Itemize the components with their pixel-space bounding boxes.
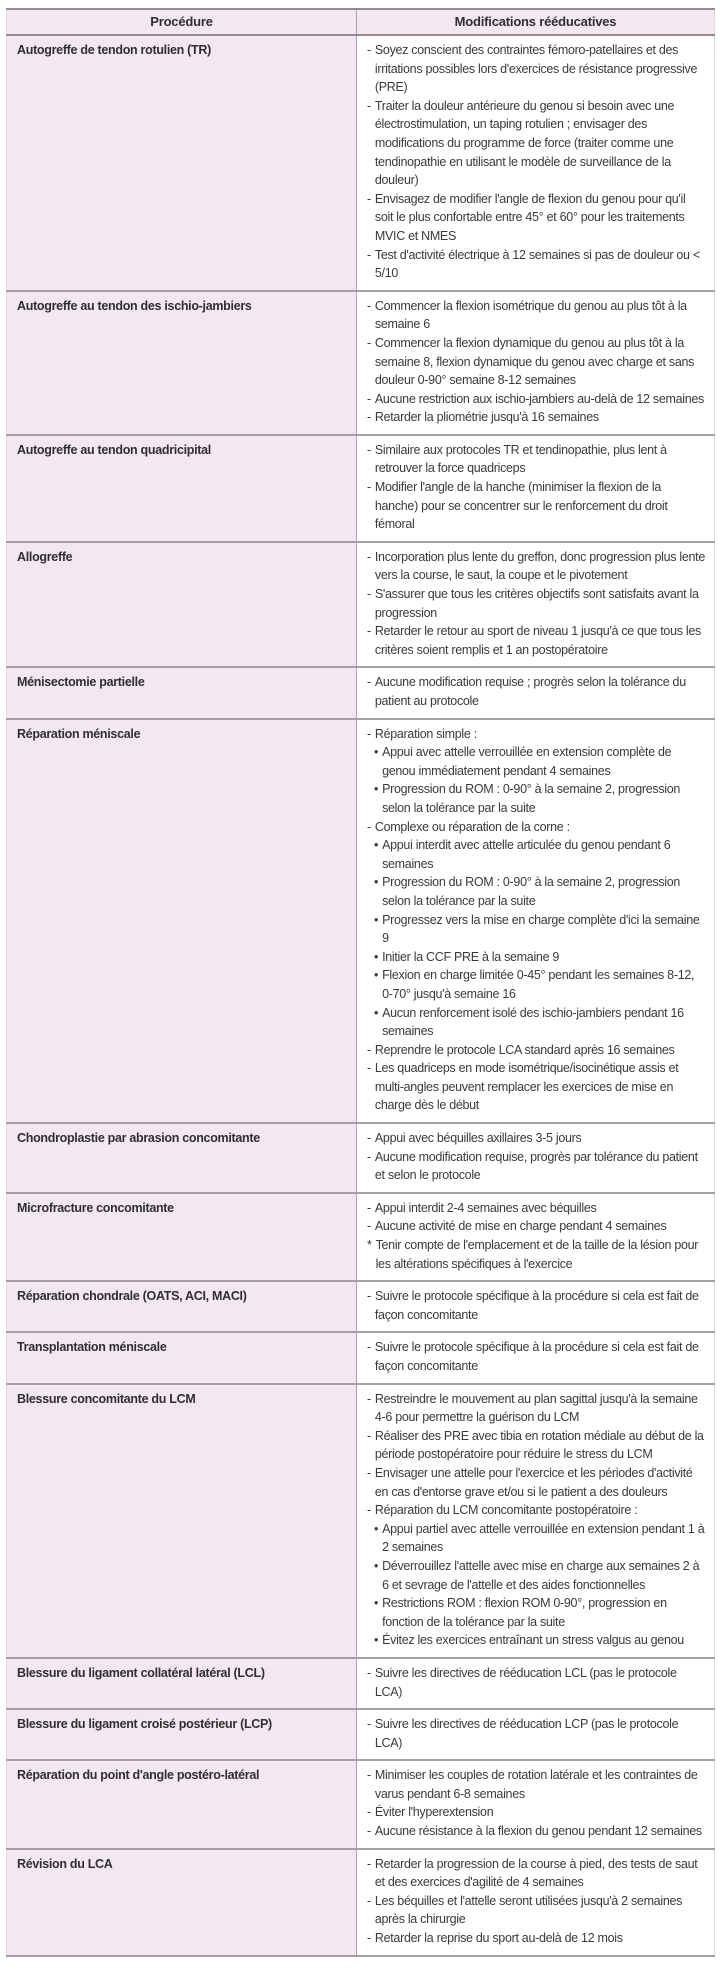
table-row <box>7 435 715 542</box>
modification-text: Retarder la progression de la course à pied, des tests de saut et des exercices d'agilité de 4 semaines <box>374 1856 698 1890</box>
bullet-marker: - <box>367 1893 371 1908</box>
modification-item <box>367 743 706 780</box>
modification-item <box>367 1631 706 1650</box>
bullet-marker: - <box>367 1768 371 1783</box>
modification-text: Aucune modification requise ; progrès selon la tolérance du patient au protocole <box>374 675 686 708</box>
modification-text: Similaire aux protocoles TR et tendinopathie, plus lent à retrouver la force quadriceps <box>374 442 667 476</box>
modification-item <box>367 246 706 283</box>
column-header-modifications: Modifications rééducatives <box>357 9 715 35</box>
modifications-cell <box>357 435 715 542</box>
table-row <box>7 1384 715 1658</box>
bullet-marker: - <box>367 819 371 834</box>
modification-list <box>367 441 706 534</box>
modification-text: Appui avec attelle verrouillée en extension complète de genou immédiatement pendant 4 semaines <box>382 745 672 778</box>
bullet-marker: - <box>367 1131 371 1146</box>
table-row <box>7 719 715 1123</box>
modification-text: Aucune modification requise, progrès par tolérance du patient et selon le protocole <box>374 1149 698 1183</box>
modification-item <box>367 1338 706 1375</box>
table-row <box>7 542 715 668</box>
modification-text: Envisagez de modifier l'angle de flexion du genou pour qu'il soit le plus confortable entre 45° et 60° pour les traitements MVIC et NMES <box>374 191 686 243</box>
table-row <box>7 1281 715 1332</box>
bullet-marker: - <box>367 1061 371 1076</box>
modification-list <box>367 297 706 427</box>
bullet-marker: - <box>367 624 371 639</box>
bullet-marker: - <box>367 1391 371 1406</box>
modification-text: Restreindre le mouvement au plan sagittal jusqu'à la semaine 4-6 pour permettre la guérison du LCM <box>374 1391 698 1425</box>
modification-list <box>367 1664 706 1701</box>
table-row <box>7 1658 715 1709</box>
modification-item <box>367 1059 706 1115</box>
modification-text: Test d'activité électrique à 12 semaines si pas de douleur ou < 5/10 <box>374 247 700 281</box>
modification-text: Restrictions ROM : flexion ROM 0-90°, progression en fonction de la tolérance par la suite <box>382 1596 667 1629</box>
modification-list <box>367 1199 706 1273</box>
modification-item <box>367 408 706 427</box>
modification-item <box>367 1236 706 1273</box>
bullet-marker: - <box>367 1717 371 1732</box>
modifications-cell <box>357 1193 715 1281</box>
header-row <box>7 9 715 35</box>
procedure-cell: Transplantation méniscale <box>7 1332 357 1383</box>
bullet-marker: - <box>367 1805 371 1820</box>
modification-item <box>367 1217 706 1236</box>
modification-item <box>367 1004 706 1041</box>
modification-text: Appui partiel avec attelle verrouillée en extension pendant 1 à 2 semaines <box>382 1521 705 1555</box>
modification-text: Retarder la pliométrie jusqu'à 16 semaines <box>374 410 599 425</box>
modification-text: Retarder la reprise du sport au-delà de 12 mois <box>374 1931 623 1946</box>
modifications-cell <box>357 291 715 435</box>
modification-text: S'assurer que tous les critères objectifs sont satisfaits avant la progression <box>374 587 699 620</box>
modification-item <box>367 1199 706 1218</box>
modification-text: Flexion en charge limitée 0-45° pendant les semaines 8-12, 0-70° jusqu'à semaine 16 <box>382 968 695 1001</box>
bullet-marker: - <box>367 587 371 602</box>
bullet-marker: • <box>374 1596 379 1611</box>
procedure-cell: Révision du LCA <box>7 1849 357 1956</box>
modifications-cell <box>357 1709 715 1760</box>
modification-text: Commencer la flexion isométrique du genou au plus tôt à la semaine 6 <box>374 298 687 332</box>
procedure-cell: Autogreffe de tendon rotulien (TR) <box>7 35 357 291</box>
modifications-cell <box>357 1281 715 1332</box>
table-row <box>7 1849 715 1956</box>
modification-item <box>367 725 706 744</box>
modification-item <box>367 836 706 873</box>
modifications-cell <box>357 1123 715 1193</box>
modification-item <box>367 818 706 837</box>
modification-list <box>367 1715 706 1752</box>
modification-text: Traiter la douleur antérieure du genou si besoin avec une électrostimulation, un taping rotulien ; envisager des modifications du programme de force (traiter comme une tendinopathie en utilisant le modèle de surveillance de la douleur) <box>374 98 675 188</box>
modification-text: Réparation simple : <box>374 726 477 741</box>
modification-list <box>367 41 706 283</box>
modifications-cell <box>357 719 715 1123</box>
modification-text: Soyez conscient des contraintes fémoro-patellaires et des irritations possibles lors d'exercices de résistance progressive (PRE) <box>374 43 698 95</box>
bullet-marker: • <box>374 968 379 983</box>
modification-text: Initier la CCF PRE à la semaine 9 <box>382 949 560 964</box>
modification-list <box>367 548 706 660</box>
modification-text: Commencer la flexion dynamique du genou au plus tôt à la semaine 8, flexion dynamique du genou avec charge et sans douleur 0-90° semaine 8-12 semaines <box>374 335 695 388</box>
procedure-cell: Allogreffe <box>7 542 357 668</box>
modification-text: Suivre les directives de rééducation LCL (pas le protocole LCA) <box>374 1665 677 1699</box>
modification-list <box>367 1129 706 1185</box>
table-row <box>7 667 715 718</box>
modifications-cell <box>357 1384 715 1658</box>
modification-text: Appui interdit avec attelle articulée du genou pendant 6 semaines <box>382 838 671 871</box>
modification-text: Évitez les exercices entraînant un stress valgus au genou <box>382 1633 684 1648</box>
modification-text: Aucune restriction aux ischio-jambiers au-delà de 12 semaines <box>374 391 704 406</box>
bullet-marker: - <box>367 1824 371 1839</box>
modification-item <box>367 1287 706 1324</box>
bullet-marker: - <box>367 43 371 57</box>
modification-text: Appui interdit 2-4 semaines avec béquilles <box>374 1200 597 1215</box>
modification-item <box>367 548 706 585</box>
table-row <box>7 1193 715 1281</box>
procedure-cell: Blessure concomitante du LCM <box>7 1384 357 1658</box>
table-row <box>7 1332 715 1383</box>
bullet-marker: - <box>367 298 371 313</box>
modification-text: Appui avec béquilles axillaires 3-5 jours <box>374 1131 582 1146</box>
modification-item <box>367 673 706 710</box>
bullet-marker: • <box>374 875 379 890</box>
procedure-cell: Autogreffe au tendon des ischio-jambiers <box>7 291 357 435</box>
bullet-marker: - <box>367 1042 371 1057</box>
bullet-marker: - <box>367 1856 371 1871</box>
bullet-marker: - <box>367 1665 371 1680</box>
bullet-marker: - <box>367 1465 371 1480</box>
modification-text: Progressez vers la mise en charge complète d'ici la semaine 9 <box>382 912 700 946</box>
modification-item <box>367 390 706 409</box>
bullet-marker: - <box>367 1219 371 1234</box>
modification-item <box>367 1766 706 1803</box>
modification-item <box>367 873 706 910</box>
modification-text: Déverrouillez l'attelle avec mise en charge aux semaines 2 à 6 et sevrage de l'attelle et des aides fonctionnelles <box>382 1558 700 1592</box>
modification-item <box>367 441 706 478</box>
modifications-cell <box>357 542 715 668</box>
bullet-marker: - <box>367 1428 371 1443</box>
bullet-marker: • <box>374 1005 379 1020</box>
modification-item <box>367 1594 706 1631</box>
bullet-marker: - <box>367 247 371 262</box>
modification-item <box>367 97 706 190</box>
modification-text: Retarder le retour au sport de niveau 1 jusqu'à ce que tous les critères soient remplis et 1 an postopératoire <box>374 624 701 657</box>
modification-item <box>367 41 706 97</box>
modification-item <box>367 966 706 1003</box>
modification-text: Les béquilles et l'attelle seront utilisées jusqu'à 2 semaines après la chirurgie <box>374 1893 683 1927</box>
procedure-cell: Blessure du ligament collatéral latéral (LCL) <box>7 1658 357 1709</box>
modification-text: Progression du ROM : 0-90° à la semaine 2, progression selon la tolérance par la suite <box>382 875 681 908</box>
modification-text: Aucune activité de mise en charge pendant 4 semaines <box>374 1219 667 1234</box>
column-header-procedure: Procédure <box>7 9 357 35</box>
bullet-marker: - <box>367 391 371 406</box>
modification-text: Éviter l'hyperextension <box>374 1805 494 1820</box>
bullet-marker: • <box>374 1558 379 1573</box>
bullet-marker: • <box>374 838 379 853</box>
modification-item <box>367 1557 706 1594</box>
modification-item <box>367 1464 706 1501</box>
bullet-marker: - <box>367 1503 371 1518</box>
bullet-marker: - <box>367 1340 371 1355</box>
table-row <box>7 1709 715 1760</box>
modification-item <box>367 1803 706 1822</box>
bullet-marker: • <box>374 745 379 760</box>
modification-text: Aucune résistance à la flexion du genou pendant 12 semaines <box>374 1824 702 1839</box>
bullet-marker: - <box>367 480 371 495</box>
bullet-marker: • <box>374 1521 379 1536</box>
procedure-cell: Ménisectomie partielle <box>7 667 357 718</box>
bullet-marker: - <box>367 1931 371 1946</box>
modification-item <box>367 948 706 967</box>
modification-list <box>367 1766 706 1840</box>
modification-text: Les quadriceps en mode isométrique/isocinétique assis et multi-angles peuvent remplacer les exercices de mise en charge dès le début <box>374 1061 679 1113</box>
procedure-cell: Réparation méniscale <box>7 719 357 1123</box>
modification-text: Envisager une attelle pour l'exercice et les périodes d'activité en cas d'entorse grave et/ou si le patient a des douleurs <box>374 1465 693 1499</box>
modification-text: Aucun renforcement isolé des ischio-jambiers pendant 16 semaines <box>382 1005 684 1039</box>
procedure-cell: Blessure du ligament croisé postérieur (LCP) <box>7 1709 357 1760</box>
bullet-marker: • <box>374 949 379 964</box>
modification-text: Progression du ROM : 0-90° à la semaine 2, progression selon la tolérance par la suite <box>382 782 681 815</box>
table-row <box>7 291 715 435</box>
modification-item <box>367 1390 706 1427</box>
bullet-marker: • <box>374 1633 379 1648</box>
modification-text: Minimiser les couples de rotation latérale et les contraintes de varus pendant 6-8 semaines <box>374 1768 698 1801</box>
bullet-marker: • <box>374 912 379 927</box>
bullet-marker: - <box>367 726 371 741</box>
modification-item <box>367 334 706 390</box>
modification-item <box>367 1501 706 1520</box>
modification-item <box>367 478 706 534</box>
procedure-cell: Autogreffe au tendon quadricipital <box>7 435 357 542</box>
modification-list <box>367 725 706 1115</box>
modification-item <box>367 1929 706 1948</box>
modification-item <box>367 1715 706 1752</box>
bullet-marker: * <box>367 1238 372 1253</box>
modification-list <box>367 1287 706 1324</box>
modification-item <box>367 1822 706 1841</box>
modification-text: Suivre les directives de rééducation LCP (pas le protocole LCA) <box>374 1717 679 1750</box>
bullet-marker: - <box>367 442 371 457</box>
modification-text: Réaliser des PRE avec tibia en rotation médiale au début de la période postopératoire pour réduire le stress du LCM <box>374 1428 704 1462</box>
modification-text: Suivre le protocole spécifique à la procédure si cela est fait de façon concomitante <box>374 1340 699 1373</box>
modification-item <box>367 585 706 622</box>
modification-text: Tenir compte de l'emplacement et de la taille de la lésion pour les altérations spécifiques à l'exercice <box>375 1238 699 1271</box>
procedure-cell: Réparation du point d'angle postéro-latéral <box>7 1760 357 1848</box>
modification-text: Incorporation plus lente du greffon, donc progression plus lente vers la course, le saut, la coupe et le pivotement <box>374 549 705 583</box>
modification-item <box>367 1892 706 1929</box>
modification-item <box>367 780 706 817</box>
modification-text: Réparation du LCM concomitante postopératoire : <box>374 1503 638 1518</box>
bullet-marker: - <box>367 675 371 690</box>
modifications-cell <box>357 1760 715 1848</box>
modification-text: Complexe ou réparation de la corne : <box>374 819 570 834</box>
rehab-modifications-table <box>6 8 715 1957</box>
modifications-cell <box>357 667 715 718</box>
modifications-cell <box>357 35 715 291</box>
modifications-cell <box>357 1332 715 1383</box>
modification-item <box>367 1664 706 1701</box>
bullet-marker: • <box>374 782 379 797</box>
modification-text: Suivre le protocole spécifique à la procédure si cela est fait de façon concomitante <box>374 1289 699 1322</box>
table-row <box>7 1760 715 1848</box>
modification-list <box>367 1390 706 1650</box>
modification-list <box>367 1338 706 1375</box>
procedure-cell: Microfracture concomitante <box>7 1193 357 1281</box>
bullet-marker: - <box>367 549 371 564</box>
bullet-marker: - <box>367 335 371 350</box>
modification-item <box>367 1855 706 1892</box>
modification-item <box>367 911 706 948</box>
table-row <box>7 1123 715 1193</box>
modification-item <box>367 622 706 659</box>
modification-item <box>367 1427 706 1464</box>
bullet-marker: - <box>367 191 371 206</box>
bullet-marker: - <box>367 1149 371 1164</box>
bullet-marker: - <box>367 98 371 113</box>
modification-list <box>367 673 706 710</box>
modification-list <box>367 1855 706 1948</box>
modification-item <box>367 1129 706 1148</box>
procedure-cell: Réparation chondrale (OATS, ACI, MACI) <box>7 1281 357 1332</box>
bullet-marker: - <box>367 1289 371 1304</box>
modification-item <box>367 1520 706 1557</box>
modifications-cell <box>357 1849 715 1956</box>
modification-item <box>367 297 706 334</box>
bullet-marker: - <box>367 1200 371 1215</box>
modification-text: Reprendre le protocole LCA standard après 16 semaines <box>374 1042 675 1057</box>
modification-item <box>367 1148 706 1185</box>
bullet-marker: - <box>367 410 371 425</box>
modification-item <box>367 1041 706 1060</box>
modification-text: Modifier l'angle de la hanche (minimiser la flexion de la hanche) pour se concentrer sur le renforcement du droit fémoral <box>374 480 668 532</box>
modifications-cell <box>357 1658 715 1709</box>
table-row <box>7 35 715 291</box>
procedure-cell: Chondroplastie par abrasion concomitante <box>7 1123 357 1193</box>
modification-item <box>367 190 706 246</box>
